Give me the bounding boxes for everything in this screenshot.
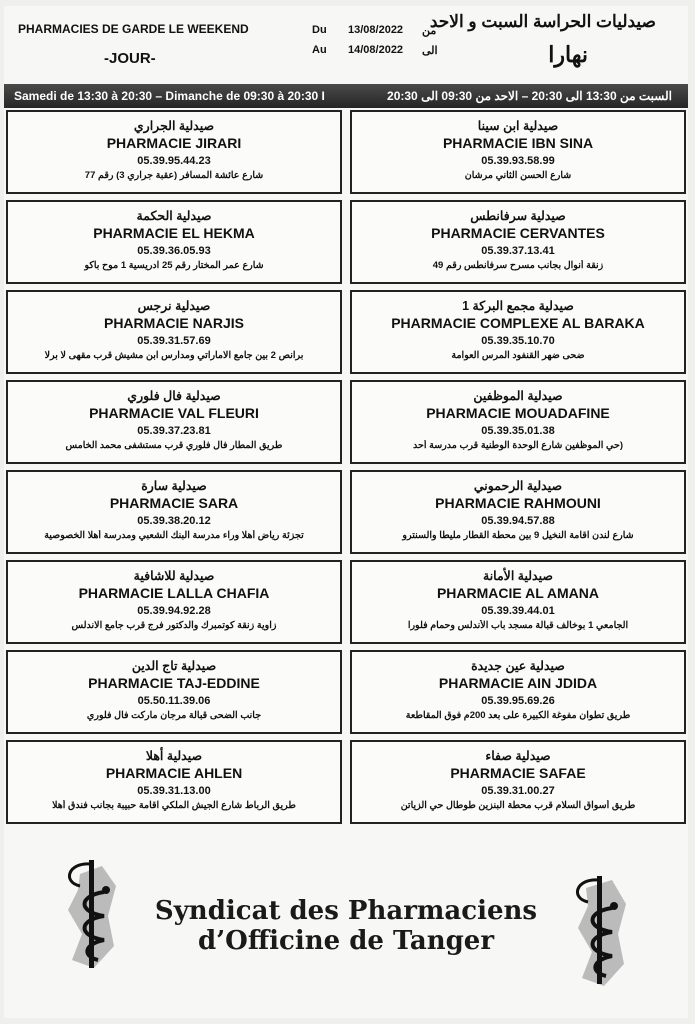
pharmacy-ar-name: صيدلية تاج الدين bbox=[131, 659, 217, 673]
au-label: Au bbox=[312, 44, 327, 56]
pharmacy-fr-name: PHARMACIE EL HEKMA bbox=[93, 225, 255, 241]
pharmacy-fr-name: PHARMACIE TAJ-EDDINE bbox=[88, 675, 260, 691]
du-label: Du bbox=[312, 24, 327, 36]
pharmacy-ar-name: صيدلية فال فلوري bbox=[127, 389, 221, 403]
pharmacy-address: طريق الرباط شارع الجيش الملكي اقامة حبيبة بجانب فندق أهلا bbox=[52, 800, 296, 811]
pharmacy-fr-name: PHARMACIE AL AMANA bbox=[436, 585, 600, 601]
pharmacy-address: شارع عائشة المسافر (عقبة جراري 3) رقم 77 bbox=[84, 170, 264, 181]
pharmacy-ar-name: صيدلية نرجس bbox=[137, 299, 211, 313]
pharmacy-ar-name: صيدلية الأمانة bbox=[483, 569, 553, 583]
pharmacy-card bbox=[350, 740, 686, 824]
header-fr-jour: -JOUR- bbox=[104, 50, 156, 67]
hours-ar: السبت من 13:30 الى 20:30 – الاحد من 09:30 الى 20:30 bbox=[387, 89, 672, 103]
pharmacy-row bbox=[6, 560, 686, 644]
duty-pharmacy-sheet bbox=[4, 6, 688, 1018]
pharmacy-phone: 05.39.37.13.41 bbox=[481, 245, 555, 257]
pharmacy-phone: 05.39.36.05.93 bbox=[137, 245, 211, 257]
pharmacy-card bbox=[350, 380, 686, 464]
pharmacy-address: تجزئة رياض أهلا وراء مدرسة البنك الشعبي ومدرسة أهلا الخصوصية bbox=[44, 530, 304, 541]
pharmacy-address: الجامعي 1 بوخالف قبالة مسجد باب الأندلس وحمام فلورا bbox=[407, 620, 629, 631]
pharmacy-row bbox=[6, 380, 686, 464]
pharmacy-phone: 05.39.38.20.12 bbox=[137, 515, 211, 527]
pharmacy-address: (حي الموظفين شارع الوحدة الوطنية قرب مدرسة أحد bbox=[413, 440, 623, 451]
pharmacy-card bbox=[350, 200, 686, 284]
pharmacy-address: ضحى ضهر القنفود المرس العوامة bbox=[451, 350, 585, 361]
pharmacy-phone: 05.39.94.57.88 bbox=[481, 515, 555, 527]
pharmacy-card bbox=[350, 470, 686, 554]
pharmacy-phone: 05.39.35.01.38 bbox=[481, 425, 555, 437]
pharmacy-phone: 05.39.31.00.27 bbox=[481, 785, 555, 797]
pharmacy-fr-name: PHARMACIE JIRARI bbox=[106, 135, 242, 151]
pharmacy-ar-name: صيدلية سارة bbox=[141, 479, 207, 493]
pharmacy-phone: 05.39.93.58.99 bbox=[481, 155, 555, 167]
pharmacy-card bbox=[350, 650, 686, 734]
pharmacy-card bbox=[6, 380, 342, 464]
pharmacy-fr-name: PHARMACIE RAHMOUNI bbox=[435, 495, 601, 511]
pharmacy-row bbox=[6, 290, 686, 374]
header-ar-jour: نهارا bbox=[548, 42, 588, 67]
hours-fr: Samedi de 13:30 à 20:30 – Dimanche de 09:30 à 20:30 I bbox=[14, 89, 325, 103]
pharmacy-phone: 05.39.39.44.01 bbox=[481, 605, 555, 617]
pharmacy-address: شارع لندن اقامة النخيل 9 بين محطة القطار مليطا والسنترو bbox=[402, 530, 634, 541]
pharmacy-phone: 05.39.95.44.23 bbox=[137, 155, 211, 167]
pharmacy-ar-name: صيدلية الموظفين bbox=[473, 389, 563, 403]
ar-to-label: الى bbox=[422, 45, 438, 57]
pharmacy-fr-name: PHARMACIE NARJIS bbox=[103, 315, 244, 331]
pharmacy-phone: 05.39.35.10.70 bbox=[481, 335, 555, 347]
header-fr-title: PHARMACIES DE GARDE LE WEEKEND bbox=[18, 22, 249, 36]
syndicate-title-line2: d’Officine de Tanger bbox=[197, 926, 495, 956]
date-from: 13/08/2022 bbox=[348, 24, 404, 36]
pharmacy-address: شارع الحسن الثاني مرشان bbox=[464, 170, 572, 181]
pharmacy-card bbox=[6, 290, 342, 374]
pharmacy-ar-name: صيدلية الحكمة bbox=[136, 209, 212, 223]
pharmacy-address: شارع عمر المختار رقم 25 ادريسية 1 موح باكو bbox=[84, 260, 264, 271]
syndicate-title-line1: Syndicat des Pharmaciens bbox=[154, 896, 538, 926]
pharmacy-card bbox=[6, 740, 342, 824]
pharmacy-address: برانص 2 بين جامع الاماراتي ومدارس ابن مشيش قرب مقهى لا برلا bbox=[44, 350, 304, 361]
pharmacy-fr-name: PHARMACIE COMPLEXE AL BARAKA bbox=[391, 315, 645, 331]
pharmacy-phone: 05.39.31.13.00 bbox=[137, 785, 211, 797]
pharmacy-ar-name: صيدلية صفاء bbox=[485, 749, 551, 763]
pharmacy-address: طريق تطوان مفوغة الكبيرة على بعد 200م فوق المقاطعة bbox=[405, 710, 631, 721]
header-ar-title: صيدليات الحراسة السبت و الاحد bbox=[429, 12, 656, 31]
pharmacy-ar-name: صيدلية الجراري bbox=[133, 119, 215, 133]
pharmacy-address: زاوية زنقة كوتمبرك والدكتور فرج قرب جامع الاندلس bbox=[71, 620, 277, 631]
pharmacy-row bbox=[6, 740, 686, 824]
ar-from-label: من bbox=[422, 25, 437, 37]
pharmacy-card bbox=[6, 470, 342, 554]
pharmacy-card bbox=[6, 650, 342, 734]
pharmacy-address: جانب الضحى قبالة مرجان ماركت فال فلوري bbox=[86, 710, 262, 721]
pharmacy-fr-name: PHARMACIE SAFAE bbox=[450, 765, 586, 781]
pharmacy-ar-name: صيدلية مجمع البركة 1 bbox=[462, 299, 574, 313]
pharmacy-ar-name: صيدلية الرحموني bbox=[473, 479, 563, 493]
pharmacy-ar-name: صيدلية أهلا bbox=[145, 749, 203, 763]
pharmacy-fr-name: PHARMACIE AHLEN bbox=[105, 765, 243, 781]
pharmacy-fr-name: PHARMACIE IBN SINA bbox=[442, 135, 594, 151]
pharmacy-card bbox=[350, 560, 686, 644]
pharmacy-card bbox=[6, 560, 342, 644]
pharmacy-fr-name: PHARMACIE SARA bbox=[109, 495, 239, 511]
pharmacy-ar-name: صيدلية سرفانطس bbox=[470, 209, 566, 223]
pharmacy-card bbox=[350, 290, 686, 374]
pharmacy-fr-name: PHARMACIE AIN JDIDA bbox=[438, 675, 598, 691]
pharmacy-address: زنقة أنوال بجانب مسرح سرفانطس رقم 49 bbox=[432, 260, 604, 271]
pharmacy-row bbox=[6, 110, 686, 194]
pharmacy-grid bbox=[6, 110, 686, 830]
pharmacy-row bbox=[6, 200, 686, 284]
pharmacy-phone: 05.50.11.39.06 bbox=[137, 695, 211, 707]
pharmacy-phone: 05.39.31.57.69 bbox=[137, 335, 211, 347]
pharmacy-phone: 05.39.94.92.28 bbox=[137, 605, 211, 617]
pharmacy-fr-name: PHARMACIE CERVANTES bbox=[431, 225, 605, 241]
pharmacy-address: طريق المطار فال فلوري قرب مستشفى محمد الخامس bbox=[65, 440, 283, 451]
pharmacy-fr-name: PHARMACIE MOUADAFINE bbox=[426, 405, 610, 421]
pharmacy-card bbox=[6, 200, 342, 284]
pharmacy-phone: 05.39.37.23.81 bbox=[137, 425, 211, 437]
pharmacy-card bbox=[6, 110, 342, 194]
header bbox=[4, 6, 688, 82]
pharmacy-card bbox=[350, 110, 686, 194]
pharmacy-ar-name: صيدلية للاشافية bbox=[133, 569, 215, 583]
pharmacy-phone: 05.39.95.69.26 bbox=[481, 695, 555, 707]
pharmacy-row bbox=[6, 650, 686, 734]
pharmacy-ar-name: صيدلية عين جديدة bbox=[471, 659, 565, 673]
hours-bar bbox=[4, 84, 688, 108]
pharmacy-fr-name: PHARMACIE LALLA CHAFIA bbox=[78, 585, 270, 601]
date-to: 14/08/2022 bbox=[348, 44, 404, 56]
pharmacy-row bbox=[6, 470, 686, 554]
pharmacy-ar-name: صيدلية ابن سينا bbox=[477, 119, 559, 133]
pharmacy-fr-name: PHARMACIE VAL FLEURI bbox=[89, 405, 259, 421]
pharmacy-address: طريق أسواق السلام قرب محطة البنزين طوطال حي الزياتن bbox=[400, 800, 636, 811]
